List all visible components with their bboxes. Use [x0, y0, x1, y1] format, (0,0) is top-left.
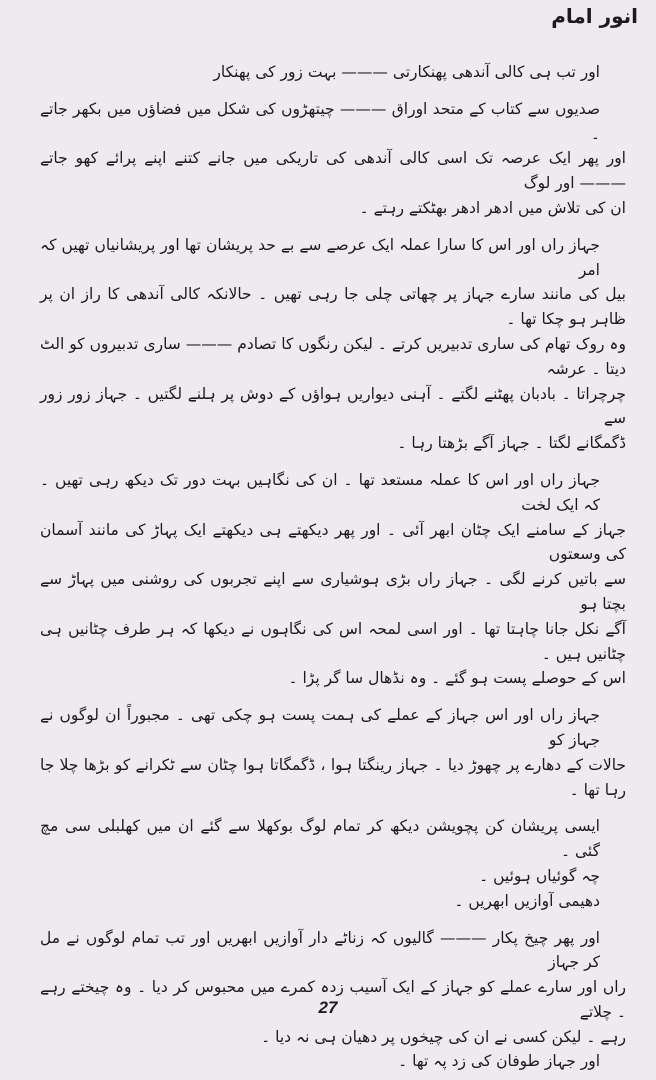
paragraph-5 [40, 703, 626, 802]
text-line: جہاز راں اور اس کا سارا عملہ ایک عرصے سے بے حد پریشان تھا اور پریشانیاں تھیں کہ امر [40, 235, 600, 279]
text-line: ایسی پریشان کن پچویشن دیکھ کر تمام لوگ بوکھلا سے گئے ان میں کھلبلی سی مچ گئی ۔ [40, 817, 600, 861]
text-line: بیل کی مانند سارے جہاز پر چھاتی چلی جا رہی تھیں ۔ حالانکہ کالی آندھی کا راز ان پر ظاہر ہو چکا تھا ۔ [40, 285, 626, 329]
text-line: صدیوں سے کتاب کے متحد اوراق ——— چیتھڑوں کی شکل میں فضاؤں میں بکھر جاتے ۔ [40, 99, 600, 143]
paragraph-2 [40, 97, 626, 221]
text-line: ڈگمگانے لگتا ۔ جہاز آگے بڑھتا رہا ۔ [397, 434, 626, 453]
text-line: دھیمی آوازیں ابھریں ۔ [454, 891, 600, 910]
text-line: راں اور سارے عملے کو جہاز کے ایک آسیب زدہ کمرے میں محبوس کر دیا ۔ وہ چیختے رہے ۔ چلاتے [40, 978, 626, 1021]
text-line: جہاز کے سامنے ایک چٹان ابھر آئی ۔ اور پھر دیکھتے ہی دیکھتے ایک پہاڑ کی مانند آسمان کی وسعتوں [40, 520, 626, 564]
text-line: اس کے حوصلے پست ہو گئے ۔ وہ نڈھال سا گر پڑا ۔ [288, 669, 626, 688]
text-line: چہ گوئیاں ہوئیں ۔ [479, 866, 600, 885]
paragraph-3 [40, 233, 626, 456]
text-body [40, 60, 626, 1080]
text-line: جہاز راں اور اس جہاز کے عملے کی ہمت پست ہو چکی تھی ۔ مجبوراً ان لوگوں نے جہاز کو [40, 706, 600, 749]
text-line: اور پھر ایک عرصہ تک اسی کالی آندھی کی تاریکی میں جانے کتنے اپنے پرائے کھو جاتے ——— اور لوگ [40, 149, 626, 193]
text-line: حالات کے دھارے پر چھوڑ دیا ۔ جہاز رینگتا ہوا ، ڈگمگاتا ہوا چٹان سے ٹکرانے کو بڑھا چلا جا رہا تھا ۔ [40, 755, 626, 799]
paragraph-4 [40, 468, 626, 691]
page-number: 27 [318, 998, 338, 1017]
text-line: ان کی تلاش میں ادھر ادھر بھٹکتے رہتے ۔ [359, 198, 626, 217]
text-line: آگے نکل جانا چاہتا تھا ۔ اور اسی لمحہ اس کی نگاہوں نے دیکھا کہ ہر طرف چٹانیں ہی چٹانیں ہیں ۔ [40, 619, 626, 663]
text-line: چرچراتا ۔ بادبان پھٹنے لگتے ۔ آہنی دیواریں ہواؤں کے دوش پر ہلنے لگتیں ۔ جہاز زور زور سے [40, 384, 626, 428]
text-line: اور تب ہی کالی آندھی پھنکارتی ——— بہت زور کی پھنکار [213, 63, 600, 81]
text-line: وہ روک تھام کی ساری تدبیریں کرتے ۔ لیکن رنگوں کا تصادم ——— ساری تدبیروں کو الٹ دیتا ۔ عرشہ [40, 334, 626, 378]
text-line: سے باتیں کرنے لگی ۔ جہاز راں بڑی ہوشیاری سے اپنے تجربوں کی روشنی میں پہاڑ سے بچتا ہو [40, 570, 626, 613]
running-header-author: انور امام [551, 4, 638, 28]
text-line: رہے ۔ لیکن کسی نے ان کی چیخوں پر دھیان ہی نہ دیا ۔ [261, 1027, 626, 1046]
text-line: جہاز راں اور اس کا عملہ مستعد تھا ۔ ان کی نگاہیں بہت دور تک دیکھ رہی تھیں ۔ کہ ایک لخت [40, 470, 600, 514]
text-line: اور پھر چیخ پکار ——— گالیوں کہ زناٹے دار آوازیں ابھریں اور تب تمام لوگوں نے مل کر جہاز [40, 928, 600, 972]
paragraph-6 [40, 814, 626, 913]
text-line: اور جہاز طوفان کی زد پہ تھا ۔ [398, 1052, 600, 1071]
paragraph-1 [40, 60, 626, 85]
